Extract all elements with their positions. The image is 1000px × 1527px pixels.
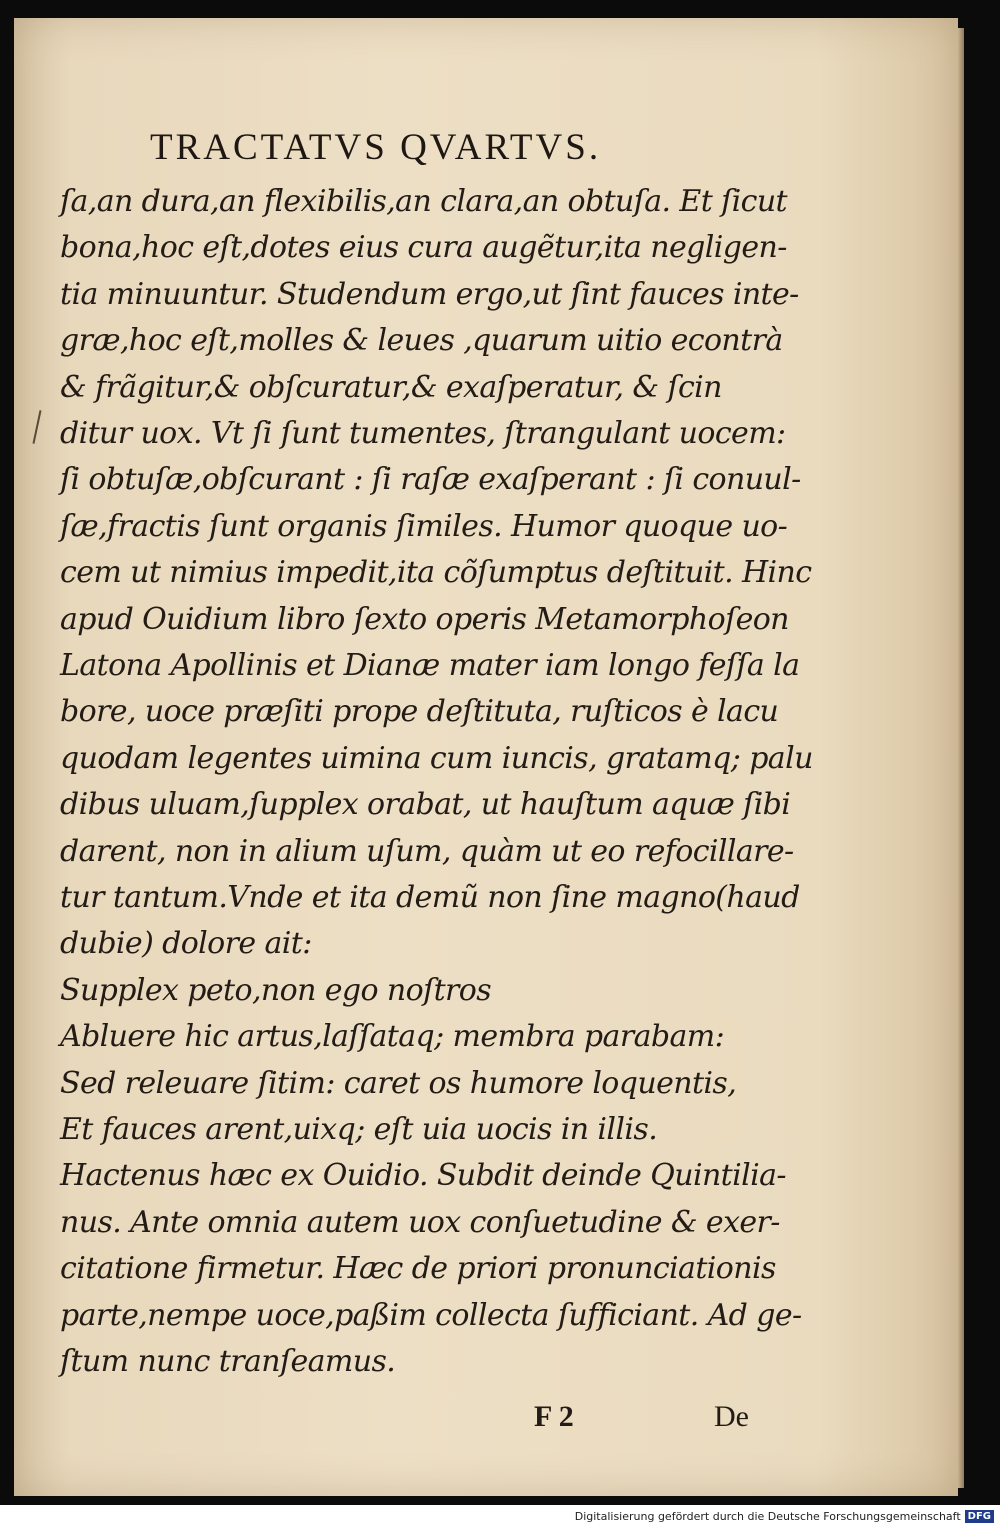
text-line: ſi obtuſæ,obſcurant : ſi raſæ exaſperant : ſi conuul- (60, 462, 801, 498)
verse-line: Et fauces arent,uixq; eſt uia uocis in illis. (60, 1112, 658, 1147)
text-line: ſa,an dura,an flexibilis,an clara,an obtuſa. Et ſicut (60, 184, 787, 219)
text-line: ſtum nunc tranſeamus. (60, 1344, 396, 1379)
text-line: nus. Ante omnia autem uox conſuetudine & exer- (60, 1204, 780, 1240)
dfg-logo: DFG (965, 1510, 994, 1523)
credit-text: Digitalisierung gefördert durch die Deutsche Forschungsgemeinschaft (574, 1510, 961, 1523)
text-line: quodam legentes uimina cum iuncis, gratamq; palu (60, 740, 813, 776)
text-line: tur tantum.Vnde et ita demũ non ſine magno(haud (60, 880, 800, 915)
signature-mark: F 2 (534, 1400, 574, 1433)
digitization-credit (575, 1510, 994, 1523)
text-line: dubie) dolore ait: (60, 926, 312, 962)
page-fore-edge (958, 28, 964, 1488)
text-line: bona,hoc eſt,dotes eius cura augẽtur,ita negligen- (60, 230, 787, 266)
text-line: cem ut nimius impedit,ita cõſumptus deſtituit. Hinc (60, 555, 812, 591)
running-head: TRACTATVS QVARTVS. (150, 127, 602, 168)
text-line: tia minuuntur. Studendum ergo,ut ſint fauces inte- (60, 276, 799, 312)
text-line: parte,nempe uoce,paßim collecta ſufficiant. Ad ge- (60, 1297, 802, 1333)
verse-line: Supplex peto,non ego noſtros (60, 972, 492, 1008)
text-line: citatione firmetur. Hæc de priori pronunciationis (60, 1251, 776, 1287)
book-page (14, 18, 958, 1496)
text-line: græ,hoc eſt,molles & leues ,quarum uitio econtrà (60, 323, 783, 359)
text-line: Latona Apollinis et Dianæ mater iam longo feſſa la (60, 648, 800, 683)
catchword: De (714, 1400, 749, 1433)
text-line: Hactenus hæc ex Ouidio. Subdit deinde Quintilia- (60, 1158, 786, 1194)
text-line: ditur uox. Vt ſi ſunt tumentes, ſtrangulant uocem: (60, 416, 786, 451)
verse-line: Sed releuare ſitim: caret os humore loquentis, (60, 1065, 737, 1101)
text-line: darent, non in alium uſum, quàm ut eo refocillare- (60, 833, 794, 869)
text-line: dibus uluam,ſupplex orabat, ut hauſtum aquæ ſibi (60, 787, 791, 823)
verse-line: Abluere hic artus,laſſataq; membra parabam: (60, 1019, 725, 1055)
margin-mark (32, 410, 41, 444)
text-line: ſæ,fractis ſunt organis ſimiles. Humor quoque uo- (60, 508, 788, 544)
text-line: & frãgitur,& obſcuratur,& exaſperatur, & ſcin (60, 369, 722, 405)
text-line: bore, uoce præſiti prope deſtituta, ruſticos è lacu (60, 694, 779, 730)
text-line: apud Ouidium libro ſexto operis Metamorphoſeon (60, 601, 789, 637)
